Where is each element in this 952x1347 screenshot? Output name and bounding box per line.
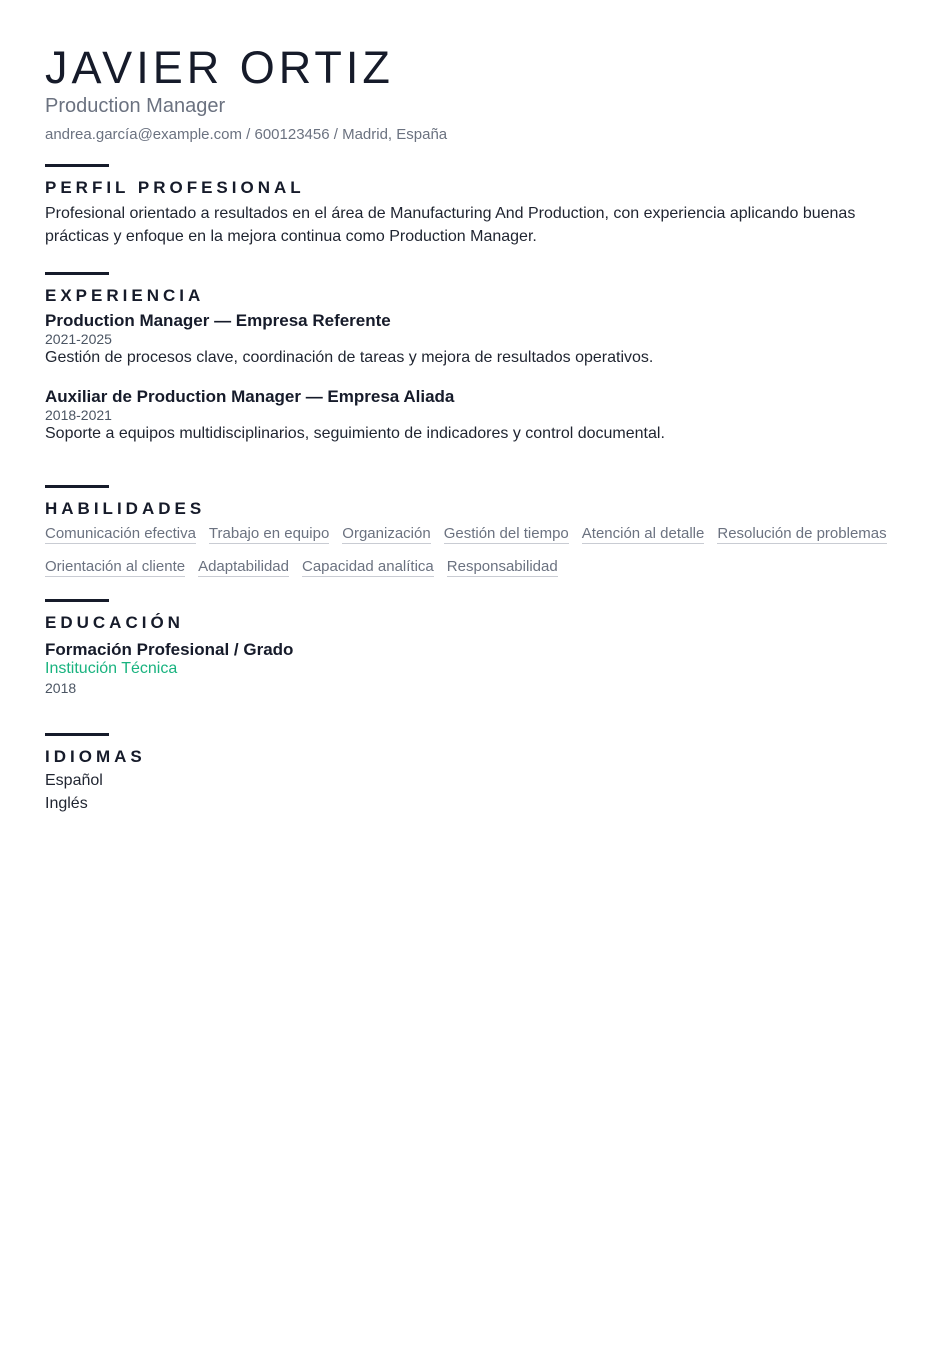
skill-tag: Comunicación efectiva [45,525,196,542]
skill-tag: Trabajo en equipo [208,525,330,542]
skills-heading: HABILIDADES [45,499,206,518]
skill-tag: Resolución de problemas [717,525,887,542]
languages-list [45,769,912,815]
job-entry [45,387,912,444]
section-divider [45,599,109,602]
language-item: Español [45,772,103,789]
institution-name: Institución Técnica [45,660,178,677]
job-title: Auxiliar de Production Manager — Empresa Aliada [45,387,455,406]
candidate-role: Production Manager [45,95,226,117]
languages-section [45,733,912,815]
job-description: Soporte a equipos multidisciplinarios, seguimiento de indicadores y control documental. [45,425,665,442]
candidate-name: JAVIER ORTIZ [45,42,394,93]
skill-tag: Adaptabilidad [198,558,289,575]
contact-info: andrea.garcía@example.com / 600123456 / Madrid, España [45,126,448,143]
skill-tag: Gestión del tiempo [443,525,569,542]
skill-tag: Organización [342,525,431,542]
education-heading: EDUCACIÓN [45,613,184,632]
profile-text: Profesional orientado a resultados en el área de Manufacturing And Production, con experiencia aplicando buenas prácticas y enfoque en la mejora continua como Production Manager. [45,205,856,245]
job-entry [45,311,912,368]
job-dates: 2021-2025 [45,331,112,347]
education-entry [45,640,912,698]
languages-heading: IDIOMAS [45,747,146,766]
skill-tag: Atención al detalle [581,525,705,542]
section-divider [45,733,109,736]
profile-heading: PERFIL PROFESIONAL [45,178,305,197]
language-item: Inglés [45,795,88,812]
section-divider [45,485,109,488]
section-divider [45,272,109,275]
skills-list [45,524,925,590]
job-description: Gestión de procesos clave, coordinación de tareas y mejora de resultados operativos. [45,349,654,366]
education-year: 2018 [45,680,77,696]
skill-tag: Orientación al cliente [45,558,186,575]
experience-heading: EXPERIENCIA [45,286,205,305]
skill-tag: Capacidad analítica [302,558,434,575]
education-section [45,599,912,698]
experience-section [45,272,912,444]
skill-tag: Responsabilidad [446,558,558,575]
section-divider [45,164,109,167]
skills-section [45,485,912,590]
profile-section [45,164,912,248]
degree-title: Formación Profesional / Grado [45,640,294,659]
job-dates: 2018-2021 [45,407,112,423]
job-title: Production Manager — Empresa Referente [45,311,391,330]
